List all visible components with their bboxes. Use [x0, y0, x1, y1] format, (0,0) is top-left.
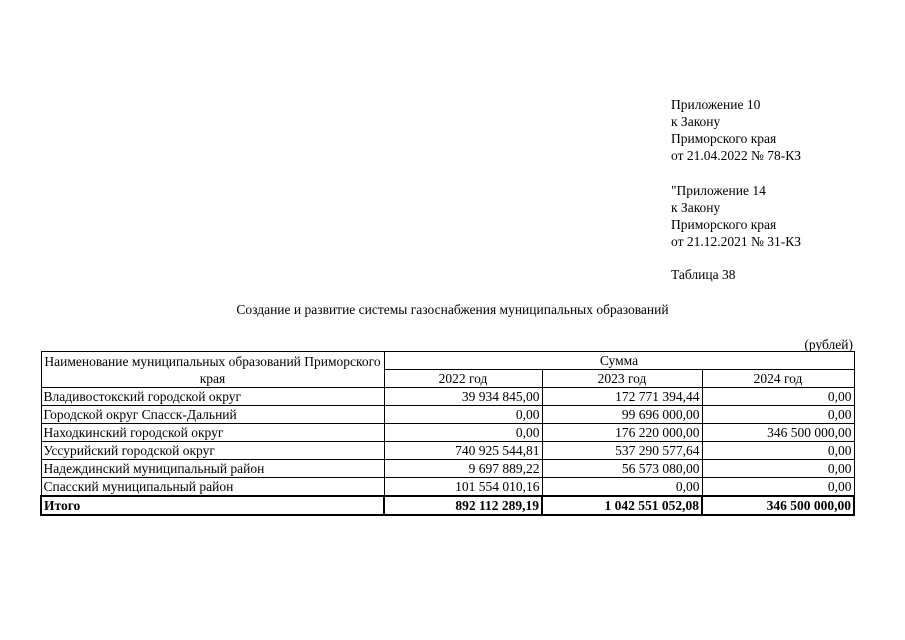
original-appendix-header	[671, 182, 801, 250]
amount-2024: 0,00	[702, 478, 854, 497]
header-year-2024: 2024 год	[702, 370, 854, 388]
amount-2024: 346 500 000,00	[702, 424, 854, 442]
municipality-name: Городской округ Спасск-Дальний	[41, 406, 384, 424]
amount-2022: 39 934 845,00	[384, 388, 542, 406]
table-total-row	[41, 496, 854, 515]
table-row	[41, 460, 854, 478]
amount-2023: 56 573 080,00	[542, 460, 702, 478]
appendix-line: от 21.04.2022 № 78-КЗ	[671, 148, 801, 163]
total-2024: 346 500 000,00	[702, 496, 854, 515]
table-number: Таблица 38	[671, 267, 736, 282]
table-row	[41, 406, 854, 424]
amount-2024: 0,00	[702, 406, 854, 424]
table-header-row	[41, 352, 854, 370]
amount-2023: 172 771 394,44	[542, 388, 702, 406]
header-name-cell: Наименование муниципальных образований Приморского края	[41, 352, 384, 388]
table-row	[41, 442, 854, 460]
original-appendix-line: "Приложение 14	[671, 183, 766, 198]
table-row	[41, 388, 854, 406]
amount-2022: 101 554 010,16	[384, 478, 542, 497]
amount-2023: 0,00	[542, 478, 702, 497]
amount-2023: 99 696 000,00	[542, 406, 702, 424]
header-sum-cell: Сумма	[384, 352, 854, 370]
original-appendix-line: от 21.12.2021 № 31-КЗ	[671, 234, 801, 249]
original-appendix-line: к Закону	[671, 200, 721, 215]
total-label: Итого	[41, 496, 384, 515]
table-row	[41, 478, 854, 497]
amount-2022: 9 697 889,22	[384, 460, 542, 478]
document-title: Создание и развитие системы газоснабжения муниципальных образований	[236, 302, 669, 317]
original-appendix-line: Приморского края	[671, 217, 777, 232]
appendix-line: к Закону	[671, 114, 721, 129]
units-label: (рублей)	[804, 337, 853, 352]
appendix-line: Приморского края	[671, 131, 777, 146]
appendix-header	[671, 96, 801, 164]
municipality-name: Уссурийский городской округ	[41, 442, 384, 460]
municipality-name: Надеждинский муниципальный район	[41, 460, 384, 478]
amount-2022: 740 925 544,81	[384, 442, 542, 460]
header-year-2022: 2022 год	[384, 370, 542, 388]
municipality-name: Владивостокский городской округ	[41, 388, 384, 406]
header-year-2023: 2023 год	[542, 370, 702, 388]
municipality-name: Спасский муниципальный район	[41, 478, 384, 497]
appendix-line: Приложение 10	[671, 97, 761, 112]
total-2022: 892 112 289,19	[384, 496, 542, 515]
total-2023: 1 042 551 052,08	[542, 496, 702, 515]
amount-2022: 0,00	[384, 424, 542, 442]
amount-2023: 537 290 577,64	[542, 442, 702, 460]
table-row	[41, 424, 854, 442]
amount-2023: 176 220 000,00	[542, 424, 702, 442]
municipality-name: Находкинский городской округ	[41, 424, 384, 442]
amount-2024: 0,00	[702, 388, 854, 406]
funding-table	[40, 351, 855, 516]
amount-2024: 0,00	[702, 442, 854, 460]
amount-2022: 0,00	[384, 406, 542, 424]
amount-2024: 0,00	[702, 460, 854, 478]
